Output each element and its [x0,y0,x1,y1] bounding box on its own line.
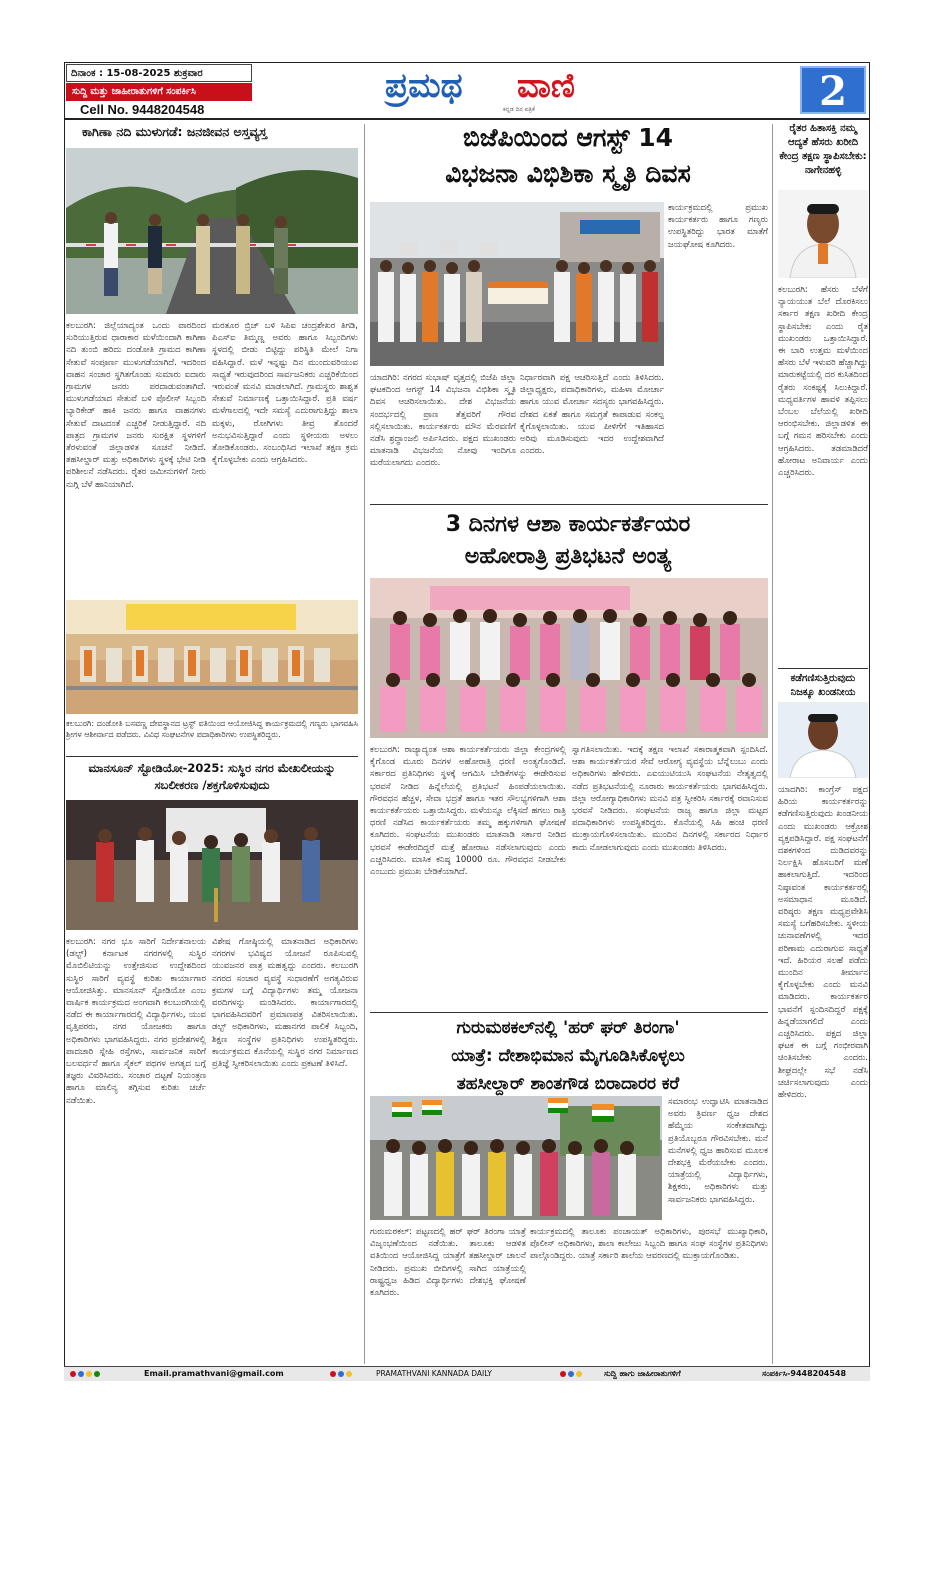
col-divider-2 [772,124,773,1364]
dandoti-photo-caption: ಕಲಬುರಗಿ: ದಂಡೋತಿ ಬಸವಣ್ಣ ದೇವಸ್ಥಾನದ ಟ್ರಸ್ಟ್ ವತಿಯಿಂದ ಆಯೋಜಿಸಿದ್ದ ಕಾರ್ಯಕ್ರಮದಲ್ಲಿ ಗಣ್ಯರು ಭಾಗವಹಿಸಿ ಶ್ರೀಗಳ ಆಶೀರ್ವಾದ ಪಡೆದರು. ವಿವಿಧ ಸಂಘಟನೆಗಳ ಪದಾಧಿಕಾರಿಗಳು ಉಪಸ್ಥಿತರಿದ್ದರು. [66,719,358,739]
col-divider-1 [364,124,365,1364]
lead-body-a: ಯಾದಗಿರಿ: ನಗರದ ಸುಭಾಷ್ ವೃತ್ತದಲ್ಲಿ ಬಿಜೆಪಿ ಜಿಲ್ಲಾ ಘಟಕದಿಂದ ಆಗಸ್ಟ್ 14 ವಿಭಜನಾ ವಿಭಿಶಿಕಾ ಸ್ಮೃತಿ ದಿವಸ ಆಚರಿಸಲಾಯಿತು. ದೇಶ ವಿಭಜನೆಯ ಸಂದರ್ಭದಲ್ಲಿ ಪ್ರಾಣ ತೆತ್ತವರಿಗೆ ಗೌರವ ಸಲ್ಲಿಸಲಾಯಿತು. ಕಾರ್ಯಕರ್ತರು ಮೌನ ಮೆರವಣಿಗೆ ನಡೆಸಿ ಶ್ರದ್ಧಾಂಜಲಿ ಅರ್ಪಿಸಿದರು. ಪಕ್ಷದ ಮುಖಂಡರು ಮಾತನಾಡಿ ವಿಭಜನೆಯ ನೋವು ಇಂದಿಗೂ ಮರೆಯಲಾಗದು ಎಂದರು. [370,373,516,469]
asha-body-b: ಸ್ವಾಗತಿಸಲಾಯಿತು. ಇದಕ್ಕೆ ತಕ್ಷಣ ಇಲಾಖೆ ಸಕಾರಾತ್ಮಕವಾಗಿ ಸ್ಪಂದಿಸಿದೆ. ಆಶಾ ಕಾರ್ಯಕರ್ತೆಯರ ಸೇವೆ ಆರೋಗ್ಯ ವ್ಯವಸ್ಥೆಯ ಬೆನ್ನೆಲುಬು ಎಂದು ಅಧಿಕಾರಿಗಳು ಹೇಳಿದರು. ಎಐಯುಟಿಯುಸಿ ಸಂಘಟನೆಯ ನೇತೃತ್ವದಲ್ಲಿ ನಡೆದ ಪ್ರತಿಭಟನೆಯಲ್ಲಿ ನೂರಾರು ಕಾರ್ಯಕರ್ತೆಯರು ಭಾಗವಹಿಸಿದ್ದರು. ಜಿಲ್ಲಾ ಆರೋಗ್ಯಾಧಿಕಾರಿಗಳು ಮನವಿ ಪತ್ರ ಸ್ವೀಕರಿಸಿ ಸರ್ಕಾರಕ್ಕೆ ರವಾನಿಸುವ ಭರವಸೆ ನೀಡಿದರು. ಸಂಘಟನೆಯ ರಾಜ್ಯ ಹಾಗೂ ಜಿಲ್ಲಾ ಮಟ್ಟದ ಪದಾಧಿಕಾರಿಗಳು ಉಪಸ್ಥಿತರಿದ್ದರು. ಕೊನೆಯಲ್ಲಿ ಸಿಹಿ ಹಂಚಿ ಧರಣಿ ಮುಕ್ತಾಯಗೊಳಿಸಲಾಯಿತು. ಮುಂದಿನ ದಿನಗಳಲ್ಲಿ ಸರ್ಕಾರದ ನಿರ್ಧಾರ ಕಾದು ನೋಡಲಾಗುವುದು ಎಂದು ಮುಖಂಡರು ತಿಳಿಸಿದರು. [572,745,768,853]
footer-dots-mid [330,1367,354,1381]
date-line: ದಿನಾಂಕ : 15-08-2025 ಶುಕ್ರವಾರ [66,64,252,82]
nagenahalli-portrait [778,190,868,278]
asha-workers-photo [370,578,768,738]
footer-contact: ಸಂಪರ್ಕಿಸಿ-9448204548 [762,1369,847,1378]
left-story1-body-b: ಮರತೂರ ಬ್ರಿಜ್ ಬಳಿ ಸಿಪಿಐ ಚಂದ್ರಶೇಖರ ತಿಗಡಿ, ಪಿಎಸ್‌ಐ ತಿಮ್ಮಣ್ಣ ಅವರು ಹಾಗೂ ಸಿಬ್ಬಂದಿಗಳು ಸ್ಥಳದಲ್ಲಿ ಬೀಡು ಬಿಟ್ಟಿದ್ದು ಪರಿಸ್ಥಿತಿ ಮೇಲೆ ನಿಗಾ ವಹಿಸಿದ್ದಾರೆ. ಮಳೆ ಇನ್ನಷ್ಟು ದಿನ ಮುಂದುವರಿಯುವ ಸಾಧ್ಯತೆ ಇರುವುದರಿಂದ ಸಾರ್ವಜನಿಕರು ಎಚ್ಚರಿಕೆಯಿಂದ ಇರುವಂತೆ ಮನವಿ ಮಾಡಲಾಗಿದೆ. ಗ್ರಾಮಸ್ಥರು ಶಾಶ್ವತ ಸೇತುವೆ ನಿರ್ಮಾಣಕ್ಕೆ ಒತ್ತಾಯಿಸಿದ್ದಾರೆ. ಪ್ರತಿ ವರ್ಷ ಮಳೆಗಾಲದಲ್ಲಿ ಇದೇ ಸಮಸ್ಯೆ ಎದುರಾಗುತ್ತಿದ್ದು ಶಾಲಾ ಮಕ್ಕಳು, ರೋಗಿಗಳು ತೀವ್ರ ತೊಂದರೆ ಅನುಭವಿಸುತ್ತಿದ್ದಾರೆ ಎಂದು ಸ್ಥಳೀಯರು ಅಳಲು ತೋಡಿಕೊಂಡರು. ಸಂಬಂಧಿಸಿದ ಇಲಾಖೆ ತಕ್ಷಣ ಕ್ರಮ ಕೈಗೊಳ್ಳಬೇಕು ಎಂದು ಆಗ್ರಹಿಸಿದರು. [212,321,358,466]
tiranga-headline-line2: ಯಾತ್ರೆ: ದೇಶಾಭಿಮಾನ ಮೈಗೂಡಿಸಿಕೊಳ್ಳಲು [451,1046,685,1066]
dandoti-event-photo [66,600,358,714]
page-number: 2 [800,66,866,114]
asha-headline-line1: 3 ದಿನಗಳ ಆಶಾ ಕಾರ್ಯಕರ್ತೆಯರ [445,512,691,537]
center-divider-1 [370,504,768,505]
right-story2-title: ಕಡೆಗಣಿಸುತ್ತಿರುವುದು ನಿಜಕ್ಕೂ ಖಂಡನೀಯ [790,673,856,698]
tiranga-side-body: ಸಮಾರಂಭ ಉದ್ಘಾಟಿಸಿ ಮಾತನಾಡಿದ ಅವರು ತ್ರಿವರ್ಣ ಧ್ವಜ ದೇಶದ ಹೆಮ್ಮೆಯ ಸಂಕೇತವಾಗಿದ್ದು ಪ್ರತಿಯೊಬ್ಬರೂ ಗೌರವಿಸಬೇಕು. ಮನೆ ಮನೆಗಳಲ್ಲಿ ಧ್ವಜ ಹಾರಿಸುವ ಮೂಲಕ ದೇಶಭಕ್ತಿ ಮೆರೆಯಬೇಕು ಎಂದರು. ಯಾತ್ರೆಯಲ್ಲಿ ವಿದ್ಯಾರ್ಥಿಗಳು, ಶಿಕ್ಷಕರು, ಅಧಿಕಾರಿಗಳು ಮತ್ತು ಸಾರ್ವಜನಿಕರು ಭಾಗವಹಿಸಿದ್ದರು. [668,1097,768,1205]
right-story1-title: ರೈತರ ಹಿತಾಸಕ್ತಿ ನಮ್ಮ ಆದ್ಯತೆ ಹೆಸರು ಖರೀದಿ ಕೇಂದ್ರ ತಕ್ಷಣ ಸ್ಥಾಪಿಸಬೇಕು: ನಾಗೇನಹಳ್ಳಿ [779,123,867,176]
logo-part-1: ಪ್ರಮಥ [385,66,463,106]
footer-email: Email.pramathvani@gmail.com [144,1369,284,1378]
footer-dots-left [70,1367,102,1381]
logo-part-2: ವಾಣಿ [517,66,575,106]
footer-paper-name: PRAMATHVANI KANNADA DAILY [376,1369,492,1378]
center-divider-2 [370,1012,768,1013]
contact-strip: ಸುದ್ದಿ ಮತ್ತು ಜಾಹೀರಾತುಗಳಿಗೆ ಸಂಪರ್ಕಿಸಿ [66,83,252,101]
tiranga-body-a: ಗುರುಮಠಕಲ್: ಪಟ್ಟಣದಲ್ಲಿ ಹರ್ ಘರ್ ತಿರಂಗಾ ಯಾತ್ರೆ ವಿಜೃಂಭಣೆಯಿಂದ ನಡೆಯಿತು. ತಾಲೂಕು ಆಡಳಿತ ವತಿಯಿಂದ ಆಯೋಜಿಸಿದ್ದ ಯಾತ್ರೆಗೆ ತಹಸೀಲ್ದಾರ್ ಚಾಲನೆ ನೀಡಿದರು. ಪ್ರಮುಖ ಬೀದಿಗಳಲ್ಲಿ ಸಾಗಿದ ಯಾತ್ರೆಯಲ್ಲಿ ರಾಷ್ಟ್ರಧ್ವಜ ಹಿಡಿದ ವಿದ್ಯಾರ್ಥಿಗಳು ದೇಶಭಕ್ತಿ ಘೋಷಣೆ ಕೂಗಿದರು. [370,1227,526,1299]
tiranga-yatra-photo [370,1096,662,1220]
tiranga-headline-line1: ಗುರುಮಠಕಲ್‌ನಲ್ಲಿ 'ಹರ್ ಘರ್ ತಿರಂಗಾ' [456,1018,680,1038]
asha-body-a: ಕಲಬುರಗಿ: ರಾಜ್ಯಾದ್ಯಂತ ಆಶಾ ಕಾರ್ಯಕರ್ತೆಯರು ಜಿಲ್ಲಾ ಕೇಂದ್ರಗಳಲ್ಲಿ ಕೈಗೊಂಡ ಮೂರು ದಿನಗಳ ಅಹೋರಾತ್ರಿ ಧರಣಿ ಅಂತ್ಯಗೊಂಡಿದೆ. ಸರ್ಕಾರದ ಪ್ರತಿನಿಧಿಗಳು ಸ್ಥಳಕ್ಕೆ ಆಗಮಿಸಿ ಬೇಡಿಕೆಗಳನ್ನು ಈಡೇರಿಸುವ ಭರವಸೆ ನೀಡಿದ ಹಿನ್ನೆಲೆಯಲ್ಲಿ ಪ್ರತಿಭಟನೆ ಹಿಂಪಡೆಯಲಾಯಿತು. ಗೌರವಧನ ಹೆಚ್ಚಳ, ಸೇವಾ ಭದ್ರತೆ ಹಾಗೂ ಇತರ ಸೌಲಭ್ಯಗಳಿಗಾಗಿ ಆಶಾ ಕಾರ್ಯಕರ್ತೆಯರು ಒತ್ತಾಯಿಸಿದ್ದರು. ಮಳೆಯನ್ನೂ ಲೆಕ್ಕಿಸದೆ ಹಗಲು ರಾತ್ರಿ ಧರಣಿ ನಡೆಸಿದ ಕಾರ್ಯಕರ್ತೆಯರು ತಮ್ಮ ಹಕ್ಕುಗಳಿಗಾಗಿ ಘೋಷಣೆ ಕೂಗಿದರು. ಸಂಘಟನೆಯ ಮುಖಂಡರು ಮಾತನಾಡಿ ಸರ್ಕಾರ ನೀಡಿದ ಭರವಸೆ ಈಡೇರದಿದ್ದರೆ ಮತ್ತೆ ಹೋರಾಟ ನಡೆಸಲಾಗುವುದು ಎಂದು ಎಚ್ಚರಿಸಿದರು. ಮಾಸಿಕ ಕನಿಷ್ಠ 10000 ರೂ. ಗೌರವಧನ ನೀಡಬೇಕು ಎಂಬುದು ಪ್ರಮುಖ ಬೇಡಿಕೆಯಾಗಿದೆ. [370,745,566,878]
right-divider [778,668,868,669]
cell-number: Cell No. 9448204548 [80,102,205,117]
bjp-rally-photo [370,202,664,366]
lead-body-c: ಕಾರ್ಯಕ್ರಮದಲ್ಲಿ ಪ್ರಮುಖ ಕಾರ್ಯಕರ್ತರು ಹಾಗೂ ಗಣ್ಯರು ಉಪಸ್ಥಿತರಿದ್ದು ಭಾರತ ಮಾತೆಗೆ ಜಯಘೋಷ ಕೂಗಿದರು. [668,203,768,250]
tiranga-headline-line3: ತಹಸೀಲ್ದಾರ್ ಶಾಂತಗೌಡ ಬಿರಾದಾರರ ಕರೆ [456,1074,680,1094]
left-story2-title: ಮಾನಸೂನ್ ಸ್ಟೋಡಿಯೋ-2025: ಸುಸ್ಥಿರ ನಗರ ಮೇಖಲೀಯನ್ನು ಸಬಲೀಕರಣ /ಶಕ್ತಗೊಳಿಸುವುದು [88,761,336,792]
lead-body-b: ನಿರ್ಧಾರವಾಗಿ ಪಕ್ಷ ಆಚರಿಸುತ್ತಿದೆ ಎಂದು ತಿಳಿಸಿದರು. ಜಿಲ್ಲಾಧ್ಯಕ್ಷರು, ಪದಾಧಿಕಾರಿಗಳು, ಮಹಿಳಾ ಮೋರ್ಚಾ ಹಾಗೂ ಯುವ ಮೋರ್ಚಾ ಸದಸ್ಯರು ಭಾಗವಹಿಸಿದ್ದರು. ದೇಶದ ಏಕತೆ ಹಾಗೂ ಸಮಗ್ರತೆ ಕಾಪಾಡುವ ಸಂಕಲ್ಪ ಕೈಗೊಳ್ಳಲಾಯಿತು. ಯುವ ಪೀಳಿಗೆಗೆ ಇತಿಹಾಸದ ಅರಿವು ಮೂಡಿಸುವುದು ಇದರ ಉದ್ದೇಶವಾಗಿದೆ ಎಂದರು. [520,373,664,457]
left-story1-title: ಕಾಗಿಣಾ ನದಿ ಮುಳುಗಡೆ: ಜನಜೀವನ ಅಸ್ತವ್ಯಸ್ತ [82,124,267,139]
asha-headline-line2: ಅಹೋರಾತ್ರಿ ಪ್ರತಿಭಟನೆ ಅಂತ್ಯ [464,544,672,569]
congress-leader-portrait [778,702,868,778]
page-footer [64,1366,870,1381]
workshop-photo [66,800,358,930]
masthead-logo [385,66,635,112]
left-story2-body-a: ಕಲಬುರಗಿ: ನಗರ ಭೂ ಸಾರಿಗೆ ನಿರ್ದೇಶನಾಲಯ (ಡಲ್ಟ್) ಕರ್ನಾಟಕ ನಗರಗಳಲ್ಲಿ ಸುಸ್ಥಿರ ಮೊಬಿಲಿಟಿಯನ್ನು ಉತ್ತೇಜಿಸುವ ಉದ್ದೇಶದಿಂದ ಸುಸ್ಥಿರ ಸಾರಿಗೆ ವ್ಯವಸ್ಥೆ ಕುರಿತು ಕಾರ್ಯಾಗಾರ ಆಯೋಜಿಸಿತ್ತು. ಮಾನಸೂನ್ ಸ್ಟೋಡಿಯೋ ಎಂಬ ವಾರ್ಷಿಕ ಕಾರ್ಯಕ್ರಮದ ಅಂಗವಾಗಿ ಕಲಬುರಗಿಯಲ್ಲಿ ನಡೆದ ಈ ಕಾರ್ಯಾಗಾರದಲ್ಲಿ ವಿದ್ಯಾರ್ಥಿಗಳು, ಯುವ ವೃತ್ತಿಪರರು, ನಗರ ಯೋಜಕರು ಹಾಗೂ ಅಧಿಕಾರಿಗಳು ಭಾಗವಹಿಸಿದ್ದರು. ನಗರ ಪ್ರದೇಶಗಳಲ್ಲಿ ಪಾದಚಾರಿ ಸ್ನೇಹಿ ರಸ್ತೆಗಳು, ಸಾರ್ವಜನಿಕ ಸಾರಿಗೆ ಬಲವರ್ಧನೆ ಹಾಗೂ ಸೈಕಲ್ ಪಥಗಳ ಅಗತ್ಯದ ಬಗ್ಗೆ ತಜ್ಞರು ವಿವರಿಸಿದರು. ಸಂಚಾರ ದಟ್ಟಣೆ ನಿಯಂತ್ರಣ ಹಾಗೂ ಮಾಲಿನ್ಯ ತಗ್ಗಿಸುವ ಕುರಿತು ಚರ್ಚೆ ನಡೆಯಿತು. [66,937,206,1106]
river-flood-photo [66,148,358,314]
right-story1-body: ಕಲಬುರಗಿ: ಹೆಸರು ಬೆಳೆಗೆ ನ್ಯಾಯಯುತ ಬೆಲೆ ದೊರಕಿಸಲು ಸರ್ಕಾರ ತಕ್ಷಣ ಖರೀದಿ ಕೇಂದ್ರ ಸ್ಥಾಪಿಸಬೇಕು ಎಂದು ರೈತ ಮುಖಂಡರು ಒತ್ತಾಯಿಸಿದ್ದಾರೆ. ಈ ಬಾರಿ ಉತ್ತಮ ಮಳೆಯಿಂದ ಹೆಸರು ಬೆಳೆ ಇಳುವರಿ ಹೆಚ್ಚಾಗಿದ್ದು ಮಾರುಕಟ್ಟೆಯಲ್ಲಿ ದರ ಕುಸಿತದಿಂದ ರೈತರು ಸಂಕಷ್ಟಕ್ಕೆ ಸಿಲುಕಿದ್ದಾರೆ. ಮಧ್ಯವರ್ತಿಗಳ ಹಾವಳಿ ತಪ್ಪಿಸಲು ಬೆಂಬಲ ಬೆಲೆಯಲ್ಲಿ ಖರೀದಿ ಆರಂಭಿಸಬೇಕು. ಜಿಲ್ಲಾಡಳಿತ ಈ ಬಗ್ಗೆ ಗಮನ ಹರಿಸಬೇಕು ಎಂದು ಆಗ್ರಹಿಸಿದರು. ತಡಮಾಡಿದರೆ ಹೋರಾಟ ಅನಿವಾರ್ಯ ಎಂದು ಎಚ್ಚರಿಸಿದರು. [778,285,868,479]
logo-tagline: ಕನ್ನಡ ದಿನ ಪತ್ರಿಕೆ [503,106,535,113]
footer-news-ads: ಸುದ್ದಿ ಹಾಗು ಜಾಹೀರಾತುಗಳಿಗೆ [604,1369,681,1378]
left-story2-body-b: ವಿಶೇಷ ಗೋಷ್ಠಿಯಲ್ಲಿ ಮಾತನಾಡಿದ ಅಧಿಕಾರಿಗಳು ನಗರಗಳ ಭವಿಷ್ಯದ ಯೋಜನೆ ರೂಪಿಸುವಲ್ಲಿ ಯುವಜನರ ಪಾತ್ರ ಮಹತ್ವದ್ದು ಎಂದರು. ಕಲಬುರಗಿ ನಗರದ ಸಂಚಾರ ವ್ಯವಸ್ಥೆ ಸುಧಾರಣೆಗೆ ಅಗತ್ಯವಿರುವ ಕ್ರಮಗಳ ಬಗ್ಗೆ ವಿದ್ಯಾರ್ಥಿಗಳು ತಮ್ಮ ಯೋಜನಾ ವರದಿಗಳನ್ನು ಮಂಡಿಸಿದರು. ಕಾರ್ಯಾಗಾರದಲ್ಲಿ ಭಾಗವಹಿಸಿದವರಿಗೆ ಪ್ರಮಾಣಪತ್ರ ವಿತರಿಸಲಾಯಿತು. ಡಲ್ಟ್ ಅಧಿಕಾರಿಗಳು, ಮಹಾನಗರ ಪಾಲಿಕೆ ಸಿಬ್ಬಂದಿ, ಶಿಕ್ಷಣ ಸಂಸ್ಥೆಗಳ ಪ್ರತಿನಿಧಿಗಳು ಉಪಸ್ಥಿತರಿದ್ದರು. ಕಾರ್ಯಕ್ರಮದ ಕೊನೆಯಲ್ಲಿ ಸುಸ್ಥಿರ ನಗರ ನಿರ್ಮಾಣದ ಪ್ರತಿಜ್ಞೆ ಸ್ವೀಕರಿಸಲಾಯಿತು ಎಂದು ಪ್ರಕಟಣೆ ತಿಳಿಸಿದೆ. [212,937,358,1070]
left-divider [66,756,358,757]
lead-headline-line2: ವಿಭಜನಾ ವಿಭಿಶಿಕಾ ಸ್ಮೃತಿ ದಿವಸ [445,159,691,188]
left-story1-body-a: ಕಲಬುರಗಿ: ಜಿಲ್ಲೆಯಾದ್ಯಂತ ಒಂದು ವಾರದಿಂದ ಸುರಿಯುತ್ತಿರುವ ಧಾರಾಕಾರ ಮಳೆಯಿಂದಾಗಿ ಕಾಗಿಣಾ ನದಿ ತುಂಬಿ ಹರಿದು ದಂಡೋತಿ ಗ್ರಾಮದ ಕಾಗಿಣಾ ಸೇತುವೆ ಸಂಪೂರ್ಣ ಮುಳುಗಡೆಯಾಗಿದೆ. ಇದರಿಂದ ವಾಹನ ಸಂಚಾರ ಸ್ಥಗಿತಗೊಂಡು ಸುಮಾರು ಐದಾರು ಗ್ರಾಮಗಳ ಜನರು ಪರದಾಡುವಂತಾಗಿದೆ. ಮುಳುಗಡೆಯಾದ ಸೇತುವೆ ಬಳಿ ಪೊಲೀಸ್ ಸಿಬ್ಬಂದಿ ಬ್ಯಾರಿಕೇಡ್ ಹಾಕಿ ಜನರು ಹಾಗೂ ವಾಹನಗಳು ಸೇತುವೆ ದಾಟದಂತೆ ಎಚ್ಚರಿಕೆ ನೀಡುತ್ತಿದ್ದಾರೆ. ನದಿ ಪಾತ್ರದ ಗ್ರಾಮಗಳ ಜನರು ಸುರಕ್ಷಿತ ಸ್ಥಳಗಳಿಗೆ ತೆರಳುವಂತೆ ಜಿಲ್ಲಾಡಳಿತ ಸೂಚನೆ ನೀಡಿದೆ. ತಹಸೀಲ್ದಾರ್ ಮತ್ತು ಅಧಿಕಾರಿಗಳು ಸ್ಥಳಕ್ಕೆ ಭೇಟಿ ನೀಡಿ ಪರಿಶೀಲನೆ ನಡೆಸಿದರು. ರೈತರ ಜಮೀನುಗಳಿಗೆ ನೀರು ನುಗ್ಗಿ ಬೆಳೆ ಹಾನಿಯಾಗಿದೆ. [66,321,206,490]
tiranga-body-b: ಕಾರ್ಯಕ್ರಮದಲ್ಲಿ ತಾಲೂಕು ಪಂಚಾಯತ್ ಅಧಿಕಾರಿಗಳು, ಪುರಸಭೆ ಮುಖ್ಯಾಧಿಕಾರಿ, ಪೊಲೀಸ್ ಅಧಿಕಾರಿಗಳು, ಶಾಲಾ ಕಾಲೇಜು ಸಿಬ್ಬಂದಿ ಹಾಗೂ ಸಂಘ ಸಂಸ್ಥೆಗಳ ಪ್ರತಿನಿಧಿಗಳು ಪಾಲ್ಗೊಂಡಿದ್ದರು. ಯಾತ್ರೆ ಸರ್ಕಾರಿ ಶಾಲೆಯ ಆವರಣದಲ್ಲಿ ಮುಕ್ತಾಯಗೊಂಡಿತು. [530,1227,768,1262]
footer-dots-right [560,1367,584,1381]
lead-headline-line1: ಬಿಜೆಪಿಯಿಂದ ಆಗಸ್ಟ್ 14 [462,123,674,152]
right-story2-body: ಯಾದಗಿರಿ: ಕಾಂಗ್ರೆಸ್ ಪಕ್ಷದ ಹಿರಿಯ ಕಾರ್ಯಕರ್ತರನ್ನು ಕಡೆಗಣಿಸುತ್ತಿರುವುದು ಖಂಡನೀಯ ಎಂದು ಮುಖಂಡರು ಆಕ್ರೋಶ ವ್ಯಕ್ತಪಡಿಸಿದ್ದಾರೆ. ಪಕ್ಷ ಸಂಘಟನೆಗೆ ದಶಕಗಳಿಂದ ದುಡಿದವರನ್ನು ನಿರ್ಲಕ್ಷಿಸಿ ಹೊಸಬರಿಗೆ ಮಣೆ ಹಾಕಲಾಗುತ್ತಿದೆ. ಇದರಿಂದ ನಿಷ್ಠಾವಂತ ಕಾರ್ಯಕರ್ತರಲ್ಲಿ ಅಸಮಾಧಾನ ಮೂಡಿದೆ. ವರಿಷ್ಠರು ತಕ್ಷಣ ಮಧ್ಯಪ್ರವೇಶಿಸಿ ಸಮಸ್ಯೆ ಬಗೆಹರಿಸಬೇಕು. ಸ್ಥಳೀಯ ಚುನಾವಣೆಗಳಲ್ಲಿ ಇದರ ಪರಿಣಾಮ ಎದುರಾಗುವ ಸಾಧ್ಯತೆ ಇದೆ. ಹಿರಿಯರ ಸಲಹೆ ಪಡೆದು ಮುಂದಿನ ತೀರ್ಮಾನ ಕೈಗೊಳ್ಳಬೇಕು ಎಂದು ಮನವಿ ಮಾಡಿದರು. ಕಾರ್ಯಕರ್ತರ ಭಾವನೆಗೆ ಸ್ಪಂದಿಸದಿದ್ದರೆ ಪಕ್ಷಕ್ಕೆ ಹಿನ್ನಡೆಯಾಗಲಿದೆ ಎಂದು ಎಚ್ಚರಿಸಿದರು. ಪಕ್ಷದ ಜಿಲ್ಲಾ ಘಟಕ ಈ ಬಗ್ಗೆ ಗಂಭೀರವಾಗಿ ಚಿಂತಿಸಬೇಕು ಎಂದರು. ಶೀಘ್ರದಲ್ಲೇ ಸಭೆ ನಡೆಸಿ ಚರ್ಚಿಸಲಾಗುವುದು ಎಂದು ಹೇಳಿದರು. [778,785,868,1101]
